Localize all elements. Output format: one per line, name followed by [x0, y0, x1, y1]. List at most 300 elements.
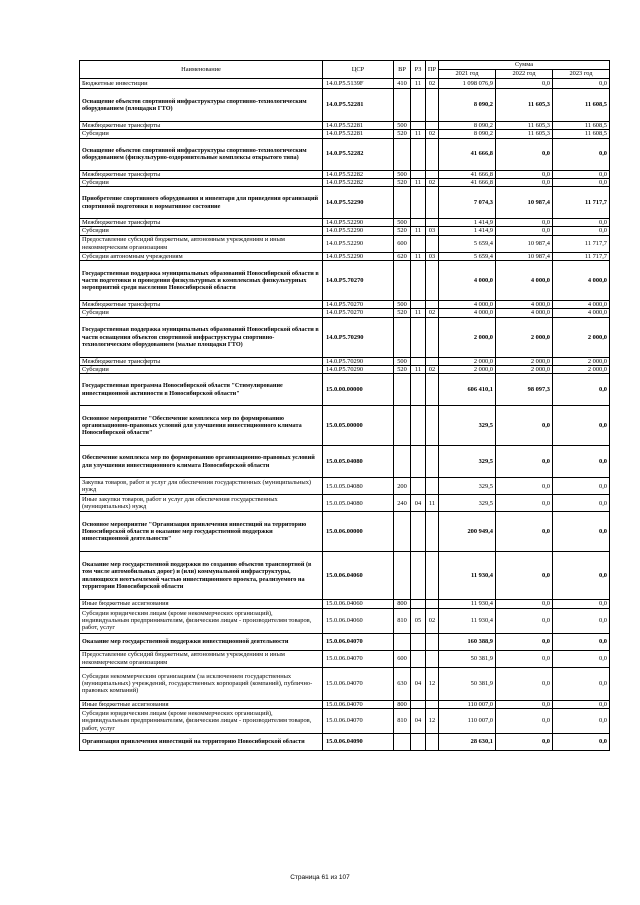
cell-2023: 4 000,0 — [553, 261, 610, 301]
cell-rz — [411, 478, 426, 495]
cell-2021: 1 414,9 — [439, 219, 496, 227]
table-row — [80, 374, 610, 406]
cell-pr — [426, 446, 439, 478]
cell-2022: 0,0 — [496, 138, 553, 170]
cell-rz — [411, 187, 426, 219]
cell-csr: 14.0.P5.5139F — [323, 79, 394, 89]
cell-pr: 02 — [426, 309, 439, 317]
cell-name: Межбюджетные трансферты — [80, 219, 323, 227]
cell-pr: 02 — [426, 178, 439, 186]
cell-2022: 4 000,0 — [496, 261, 553, 301]
table-row — [80, 600, 610, 608]
cell-name: Межбюджетные трансферты — [80, 122, 323, 130]
cell-vr — [394, 89, 411, 122]
cell-2022: 0,0 — [496, 406, 553, 446]
cell-csr: 14.0.P5.52282 — [323, 178, 394, 186]
cell-name: Государственная поддержка муниципальных образований Новосибирской области в части подготовки и проведения физкультурных и комплексных физкультурных мероприятий среди населения Новосибирской области — [80, 261, 323, 301]
cell-2021: 41 666,8 — [439, 170, 496, 178]
cell-2023: 0,0 — [553, 650, 610, 667]
cell-2023: 11 717,7 — [553, 252, 610, 260]
cell-csr: 14.0.P5.70270 — [323, 261, 394, 301]
cell-2022: 0,0 — [496, 512, 553, 552]
cell-vr — [394, 261, 411, 301]
cell-2021: 5 659,4 — [439, 252, 496, 260]
table-row — [80, 261, 610, 301]
cell-name: Субсидии — [80, 227, 323, 235]
cell-vr: 200 — [394, 478, 411, 495]
header-pr: ПР — [426, 61, 439, 79]
cell-csr: 14.0.P5.70270 — [323, 309, 394, 317]
cell-rz — [411, 374, 426, 406]
cell-2021: 4 000,0 — [439, 309, 496, 317]
cell-2021: 2 000,0 — [439, 357, 496, 365]
cell-pr — [426, 733, 439, 750]
cell-name: Основное мероприятие "Обеспечение комплекса мер по формированию организационно-правовых условий для улучшения инвестиционного климата Новосибирской области" — [80, 406, 323, 446]
cell-pr: 02 — [426, 608, 439, 633]
cell-csr: 14.0.P5.52290 — [323, 219, 394, 227]
cell-vr: 620 — [394, 252, 411, 260]
cell-rz: 05 — [411, 608, 426, 633]
cell-rz — [411, 700, 426, 708]
cell-vr: 600 — [394, 235, 411, 252]
cell-vr — [394, 633, 411, 650]
cell-2021: 4 000,0 — [439, 261, 496, 301]
cell-2023: 0,0 — [553, 495, 610, 512]
cell-2021: 1 098 076,9 — [439, 79, 496, 89]
cell-csr: 15.0.06.04060 — [323, 552, 394, 600]
cell-vr — [394, 733, 411, 750]
cell-rz — [411, 122, 426, 130]
cell-pr: 11 — [426, 495, 439, 512]
cell-rz: 11 — [411, 365, 426, 373]
table-row — [80, 446, 610, 478]
cell-rz: 11 — [411, 252, 426, 260]
cell-vr — [394, 187, 411, 219]
cell-pr — [426, 170, 439, 178]
table-row — [80, 365, 610, 373]
cell-rz — [411, 406, 426, 446]
cell-2023: 11 717,7 — [553, 187, 610, 219]
cell-2023: 0,0 — [553, 374, 610, 406]
header-year-2021: 2021 год — [439, 70, 496, 79]
cell-2021: 50 381,9 — [439, 667, 496, 700]
cell-name: Организация привлечения инвестиций на территорию Новосибирской области — [80, 733, 323, 750]
cell-name: Закупка товаров, работ и услуг для обеспечения государственных (муниципальных) нужд — [80, 478, 323, 495]
cell-2023: 2 000,0 — [553, 365, 610, 373]
cell-csr: 14.0.P5.52290 — [323, 235, 394, 252]
cell-pr — [426, 235, 439, 252]
header-rz: РЗ — [411, 61, 426, 79]
cell-2021: 8 090,2 — [439, 122, 496, 130]
cell-name: Бюджетные инвестиции — [80, 79, 323, 89]
cell-pr — [426, 650, 439, 667]
cell-2023: 0,0 — [553, 178, 610, 186]
cell-csr: 15.0.06.04070 — [323, 708, 394, 733]
cell-name: Иные бюджетные ассигнования — [80, 700, 323, 708]
budget-table-sheet — [79, 60, 609, 751]
cell-pr — [426, 552, 439, 600]
cell-2022: 0,0 — [496, 219, 553, 227]
cell-2021: 41 666,8 — [439, 178, 496, 186]
cell-2021: 110 007,0 — [439, 700, 496, 708]
cell-vr: 520 — [394, 130, 411, 138]
cell-2021: 2 000,0 — [439, 317, 496, 357]
cell-vr: 500 — [394, 122, 411, 130]
cell-rz: 11 — [411, 79, 426, 89]
cell-2023: 4 000,0 — [553, 301, 610, 309]
cell-vr: 410 — [394, 79, 411, 89]
cell-2021: 7 074,3 — [439, 187, 496, 219]
cell-2021: 11 930,4 — [439, 552, 496, 600]
cell-rz: 04 — [411, 495, 426, 512]
table-row — [80, 252, 610, 260]
cell-name: Оснащение объектов спортивной инфраструктуры спортивно-технологическим оборудованием (физкультурно-оздоровительные комплексы открытого типа) — [80, 138, 323, 170]
cell-2021: 11 930,4 — [439, 608, 496, 633]
table-row — [80, 170, 610, 178]
cell-vr — [394, 406, 411, 446]
table-row — [80, 552, 610, 600]
cell-vr: 800 — [394, 700, 411, 708]
cell-2023: 0,0 — [553, 700, 610, 708]
cell-pr — [426, 138, 439, 170]
table-row — [80, 219, 610, 227]
cell-2022: 4 000,0 — [496, 301, 553, 309]
cell-pr — [426, 122, 439, 130]
cell-name: Субсидии — [80, 309, 323, 317]
cell-2021: 50 381,9 — [439, 650, 496, 667]
cell-2023: 4 000,0 — [553, 309, 610, 317]
cell-2022: 0,0 — [496, 178, 553, 186]
cell-csr: 14.0.P5.52290 — [323, 227, 394, 235]
cell-rz — [411, 552, 426, 600]
cell-name: Субсидии юридическим лицам (кроме некоммерческих организаций), индивидуальным предпринимателям, физическим лицам - производителям товаров, работ, услуг — [80, 708, 323, 733]
cell-2022: 0,0 — [496, 79, 553, 89]
cell-vr — [394, 512, 411, 552]
cell-2023: 0,0 — [553, 733, 610, 750]
cell-2022: 2 000,0 — [496, 365, 553, 373]
cell-2023: 0,0 — [553, 667, 610, 700]
table-row — [80, 309, 610, 317]
cell-vr — [394, 552, 411, 600]
header-sum: Сумма — [439, 61, 610, 70]
cell-rz: 04 — [411, 667, 426, 700]
cell-pr: 12 — [426, 708, 439, 733]
cell-name: Субсидии — [80, 130, 323, 138]
cell-pr: 02 — [426, 130, 439, 138]
cell-rz — [411, 357, 426, 365]
cell-2023: 0,0 — [553, 478, 610, 495]
cell-2023: 0,0 — [553, 600, 610, 608]
cell-name: Государственная поддержка муниципальных образований Новосибирской области в части оснащения объектов спортивной инфраструктуры спортивно-технологическим оборудованием (малые площадки ГТО) — [80, 317, 323, 357]
cell-csr: 15.0.06.04070 — [323, 650, 394, 667]
cell-pr — [426, 89, 439, 122]
table-row — [80, 227, 610, 235]
cell-2021: 329,5 — [439, 446, 496, 478]
cell-csr: 14.0.P5.52290 — [323, 252, 394, 260]
table-row — [80, 301, 610, 309]
cell-name: Субсидии юридическим лицам (кроме некоммерческих организаций), индивидуальным предпринимателям, физическим лицам - производителям товаров, работ, услуг — [80, 608, 323, 633]
cell-csr: 14.0.P5.70270 — [323, 301, 394, 309]
table-row — [80, 357, 610, 365]
cell-2022: 0,0 — [496, 495, 553, 512]
cell-rz — [411, 235, 426, 252]
cell-vr: 500 — [394, 357, 411, 365]
cell-2023: 0,0 — [553, 708, 610, 733]
cell-rz — [411, 138, 426, 170]
table-row — [80, 89, 610, 122]
cell-2021: 8 090,2 — [439, 89, 496, 122]
cell-vr: 600 — [394, 650, 411, 667]
cell-vr: 520 — [394, 178, 411, 186]
cell-vr: 500 — [394, 301, 411, 309]
table-row — [80, 187, 610, 219]
cell-2021: 8 090,2 — [439, 130, 496, 138]
cell-2021: 4 000,0 — [439, 301, 496, 309]
cell-pr: 02 — [426, 365, 439, 373]
cell-pr — [426, 187, 439, 219]
cell-vr — [394, 317, 411, 357]
cell-name: Приобретение спортивного оборудования и инвентаря для приведения организаций спортивной подготовки в нормативное состояние — [80, 187, 323, 219]
cell-2022: 0,0 — [496, 708, 553, 733]
cell-csr: 15.0.06.04070 — [323, 700, 394, 708]
table-row — [80, 512, 610, 552]
cell-name: Субсидии — [80, 178, 323, 186]
cell-2021: 606 410,1 — [439, 374, 496, 406]
cell-name: Оказание мер государственной поддержки инвестиционной деятельности — [80, 633, 323, 650]
cell-2023: 0,0 — [553, 446, 610, 478]
table-row — [80, 733, 610, 750]
table-row — [80, 406, 610, 446]
cell-2023: 2 000,0 — [553, 317, 610, 357]
cell-csr: 15.0.05.04080 — [323, 478, 394, 495]
cell-rz — [411, 650, 426, 667]
cell-2023: 11 608,5 — [553, 130, 610, 138]
header-name: Наименование — [80, 61, 323, 79]
cell-2022: 10 987,4 — [496, 235, 553, 252]
cell-2022: 0,0 — [496, 700, 553, 708]
cell-pr: 03 — [426, 227, 439, 235]
cell-vr: 810 — [394, 608, 411, 633]
cell-pr — [426, 512, 439, 552]
cell-vr: 630 — [394, 667, 411, 700]
cell-2022: 0,0 — [496, 608, 553, 633]
cell-2022: 0,0 — [496, 733, 553, 750]
cell-name: Межбюджетные трансферты — [80, 357, 323, 365]
cell-2023: 0,0 — [553, 512, 610, 552]
cell-name: Обеспечение комплекса мер по формированию организационно-правовых условий для улучшения инвестиционного климата Новосибирской области — [80, 446, 323, 478]
cell-2023: 0,0 — [553, 79, 610, 89]
table-row — [80, 608, 610, 633]
cell-pr — [426, 301, 439, 309]
table-row — [80, 79, 610, 89]
cell-2022: 10 987,4 — [496, 187, 553, 219]
table-row — [80, 178, 610, 186]
cell-vr: 240 — [394, 495, 411, 512]
cell-2023: 0,0 — [553, 552, 610, 600]
cell-csr: 15.0.06.04090 — [323, 733, 394, 750]
table-row — [80, 667, 610, 700]
table-row — [80, 650, 610, 667]
cell-csr: 14.0.P5.52281 — [323, 122, 394, 130]
cell-2023: 2 000,0 — [553, 357, 610, 365]
header-csr: ЦСР — [323, 61, 394, 79]
cell-name: Основное мероприятие "Организация привлечения инвестиций на территорию Новосибирской области и оказание мер государственной поддержки инвестиционной деятельности" — [80, 512, 323, 552]
cell-pr: 12 — [426, 667, 439, 700]
cell-pr — [426, 478, 439, 495]
table-row — [80, 495, 610, 512]
cell-2023: 0,0 — [553, 633, 610, 650]
cell-vr: 500 — [394, 170, 411, 178]
cell-2022: 0,0 — [496, 170, 553, 178]
cell-2022: 2 000,0 — [496, 357, 553, 365]
cell-name: Оказание мер государственной поддержки по созданию объектов транспортной (в том числе автомобильных дорог) и (или) коммунальной инфраструктуры, являющихся неотъемлемой частью инвестиционного проекта, реализуемого на территории Новосибирской области — [80, 552, 323, 600]
cell-pr — [426, 317, 439, 357]
cell-name: Предоставление субсидий бюджетным, автономным учреждениям и иным некоммерческим организациям — [80, 235, 323, 252]
cell-pr — [426, 219, 439, 227]
cell-rz — [411, 600, 426, 608]
cell-2021: 1 414,9 — [439, 227, 496, 235]
cell-name: Субсидии — [80, 365, 323, 373]
cell-name: Иные бюджетные ассигнования — [80, 600, 323, 608]
cell-2023: 0,0 — [553, 170, 610, 178]
cell-vr: 810 — [394, 708, 411, 733]
cell-2022: 11 605,3 — [496, 130, 553, 138]
cell-csr: 15.0.06.04060 — [323, 608, 394, 633]
cell-2021: 329,5 — [439, 406, 496, 446]
table-row — [80, 633, 610, 650]
table-row — [80, 317, 610, 357]
cell-name: Межбюджетные трансферты — [80, 301, 323, 309]
cell-rz — [411, 301, 426, 309]
cell-2023: 0,0 — [553, 227, 610, 235]
cell-vr: 800 — [394, 600, 411, 608]
cell-csr: 15.0.06.04070 — [323, 633, 394, 650]
cell-rz — [411, 633, 426, 650]
cell-csr: 14.0.P5.70290 — [323, 317, 394, 357]
cell-2022: 0,0 — [496, 650, 553, 667]
cell-rz: 11 — [411, 130, 426, 138]
cell-rz: 11 — [411, 309, 426, 317]
cell-2023: 0,0 — [553, 138, 610, 170]
cell-2022: 4 000,0 — [496, 309, 553, 317]
table-row — [80, 130, 610, 138]
cell-2022: 0,0 — [496, 446, 553, 478]
table-row — [80, 708, 610, 733]
cell-name: Межбюджетные трансферты — [80, 170, 323, 178]
cell-2022: 0,0 — [496, 667, 553, 700]
cell-rz — [411, 219, 426, 227]
cell-2023: 11 717,7 — [553, 235, 610, 252]
budget-table — [79, 60, 610, 751]
header-year-2023: 2023 год — [553, 70, 610, 79]
cell-2022: 0,0 — [496, 600, 553, 608]
cell-csr: 14.0.P5.52290 — [323, 187, 394, 219]
cell-vr: 520 — [394, 309, 411, 317]
cell-2021: 2 000,0 — [439, 365, 496, 373]
cell-pr — [426, 406, 439, 446]
cell-2021: 160 388,9 — [439, 633, 496, 650]
cell-pr: 02 — [426, 79, 439, 89]
cell-csr: 14.0.P5.52281 — [323, 89, 394, 122]
cell-csr: 15.0.05.00000 — [323, 406, 394, 446]
cell-2022: 98 097,3 — [496, 374, 553, 406]
cell-csr: 15.0.00.00000 — [323, 374, 394, 406]
cell-csr: 15.0.05.04080 — [323, 495, 394, 512]
cell-pr — [426, 633, 439, 650]
cell-rz — [411, 261, 426, 301]
cell-2022: 0,0 — [496, 552, 553, 600]
cell-pr — [426, 700, 439, 708]
table-body — [80, 79, 610, 751]
cell-vr — [394, 446, 411, 478]
cell-2023: 11 608,5 — [553, 89, 610, 122]
cell-rz — [411, 446, 426, 478]
cell-vr: 520 — [394, 227, 411, 235]
cell-2023: 0,0 — [553, 219, 610, 227]
cell-2021: 11 930,4 — [439, 600, 496, 608]
cell-2022: 11 605,3 — [496, 122, 553, 130]
table-row — [80, 700, 610, 708]
page-number: Страница 61 из 107 — [290, 874, 350, 881]
table-row — [80, 122, 610, 130]
header-vr: ВР — [394, 61, 411, 79]
cell-rz: 04 — [411, 708, 426, 733]
table-row — [80, 235, 610, 252]
cell-pr — [426, 374, 439, 406]
cell-rz — [411, 89, 426, 122]
cell-2022: 10 987,4 — [496, 252, 553, 260]
cell-rz — [411, 170, 426, 178]
table-row — [80, 138, 610, 170]
cell-pr — [426, 600, 439, 608]
cell-2023: 0,0 — [553, 608, 610, 633]
cell-pr — [426, 357, 439, 365]
cell-2021: 5 659,4 — [439, 235, 496, 252]
cell-2023: 0,0 — [553, 406, 610, 446]
cell-2021: 41 666,8 — [439, 138, 496, 170]
cell-csr: 14.0.P5.70290 — [323, 357, 394, 365]
header-year-2022: 2022 год — [496, 70, 553, 79]
cell-2021: 28 630,1 — [439, 733, 496, 750]
cell-vr — [394, 374, 411, 406]
table-row — [80, 478, 610, 495]
cell-rz: 11 — [411, 227, 426, 235]
cell-name: Иные закупки товаров, работ и услуг для обеспечения государственных (муниципальных) нужд — [80, 495, 323, 512]
cell-name: Субсидии некоммерческим организациям (за исключением государственных (муниципальных) учреждений, государственных корпораций (компаний), публично-правовых компаний) — [80, 667, 323, 700]
cell-rz: 11 — [411, 178, 426, 186]
cell-name: Предоставление субсидий бюджетным, автономным учреждениям и иным некоммерческим организациям — [80, 650, 323, 667]
cell-csr: 14.0.P5.52282 — [323, 138, 394, 170]
cell-csr: 14.0.P5.52282 — [323, 170, 394, 178]
cell-csr: 15.0.06.04070 — [323, 667, 394, 700]
cell-vr — [394, 138, 411, 170]
cell-2021: 200 949,4 — [439, 512, 496, 552]
cell-csr: 14.0.P5.52281 — [323, 130, 394, 138]
cell-name: Государственная программа Новосибирской области "Стимулирование инвестиционной активности в Новосибирской области" — [80, 374, 323, 406]
cell-csr: 15.0.05.04080 — [323, 446, 394, 478]
cell-2021: 329,5 — [439, 495, 496, 512]
cell-2022: 11 605,3 — [496, 89, 553, 122]
cell-pr — [426, 261, 439, 301]
cell-vr: 500 — [394, 219, 411, 227]
cell-pr: 03 — [426, 252, 439, 260]
cell-rz — [411, 317, 426, 357]
cell-2022: 0,0 — [496, 227, 553, 235]
cell-csr: 15.0.06.00000 — [323, 512, 394, 552]
cell-name: Субсидии автономным учреждениям — [80, 252, 323, 260]
cell-2021: 329,5 — [439, 478, 496, 495]
cell-rz — [411, 512, 426, 552]
